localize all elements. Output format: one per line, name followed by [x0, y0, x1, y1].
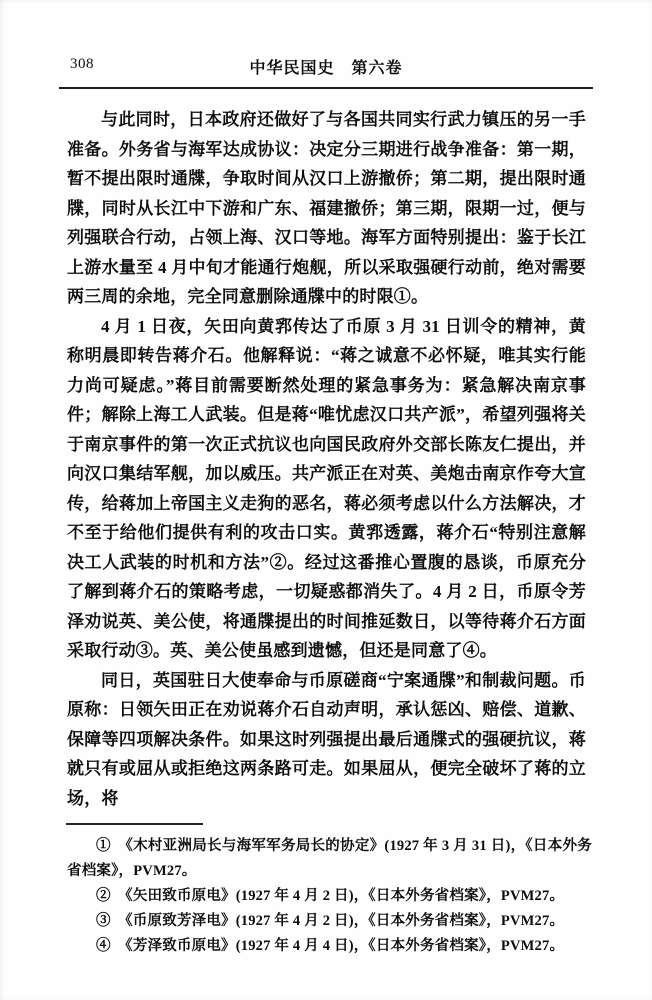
footnote-1: ① 《木村亚洲局长与海军军务局长的协定》(1927 年 3 月 31 日)，《日本外务省档案》，PVM27。	[67, 838, 592, 879]
paragraph-1: 与此同时，日本政府还做好了与各国共同实行武力镇压的另一手准备。外务省与海军达成协议：决定分三期进行战争准备：第一期，暂不提出限时通牒，争取时间从汉口上游撤侨；第二期，提出限时通牒，同时从长江中下游和广东、福建撤侨；第三期，限期一过，便与列强联合行动，占领上海、汉口等地。海军方面特别提出：鉴于长江上游水量至 4 月中旬才能通行炮舰，所以采取强硬行动前，绝对需要两三周的余地，完全同意删除通牒中的时限①。	[67, 110, 586, 306]
body-text	[67, 105, 586, 813]
footnotes-section	[67, 834, 592, 959]
paragraph-2: 4 月 1 日夜，矢田向黄郛传达了币原 3 月 31 日训令的精神，黄称明晨即转告蒋介石。他解释说：“蒋之诚意不必怀疑，唯其实行能力尚可疑虑。”蒋目前需要断然处理的紧急事务为：紧急解决南京事件；解除上海工人武装。但是蒋“唯忧虑汉口共产派”，希望列强将关于南京事件的第一次正式抗议也向国民政府外交部长陈友仁提出，并向汉口集结军舰，加以威压。共产派正在对英、美炮击南京作夸大宣传，给蒋加上帝国主义走狗的恶名，蒋必须考虑以什么方法解决，才不至于给他们提供有利的攻击口实。黄郛透露，蒋介石“特别注意解决工人武装的时机和方法”②。经过这番推心置腹的恳谈，币原充分了解到蒋介石的策略考虑，一切疑惑都消失了。4 月 2 日，币原令芳泽劝说英、美公使，将通牒提出的时间推延数日，以等待蒋介石方面采取行动③。英、美公使虽感到遗憾，但还是同意了④。	[67, 316, 586, 660]
page-number: 308	[70, 56, 94, 72]
footnote-4: ④ 《芳泽致币原电》(1927 年 4 月 4 日)，《日本外务省档案》，PVM27。	[96, 938, 565, 954]
running-head	[60, 0, 592, 78]
running-header-title: 中华民国史 第六卷	[249, 60, 403, 77]
footnote-2: ② 《矢田致币原电》(1927 年 4 月 2 日)，《日本外务省档案》，PVM27。	[96, 888, 565, 904]
header-rule	[59, 87, 593, 89]
footnote-3: ③ 《币原致芳泽电》(1927 年 4 月 2 日)，《日本外务省档案》，PVM27。	[96, 913, 565, 929]
footnote-separator-rule	[66, 823, 203, 825]
paragraph-3: 同日，英国驻日大使奉命与币原磋商“宁案通牒”和制裁问题。币原称：日领矢田正在劝说蒋介石自动声明，承认惩凶、赔偿、道歉、保障等四项解决条件。如果这时列强提出最后通牒式的强硬抗议，蒋就只有或屈从或拒绝这两条路可走。如果屈从，便完全破坏了蒋的立场，将	[67, 670, 586, 808]
